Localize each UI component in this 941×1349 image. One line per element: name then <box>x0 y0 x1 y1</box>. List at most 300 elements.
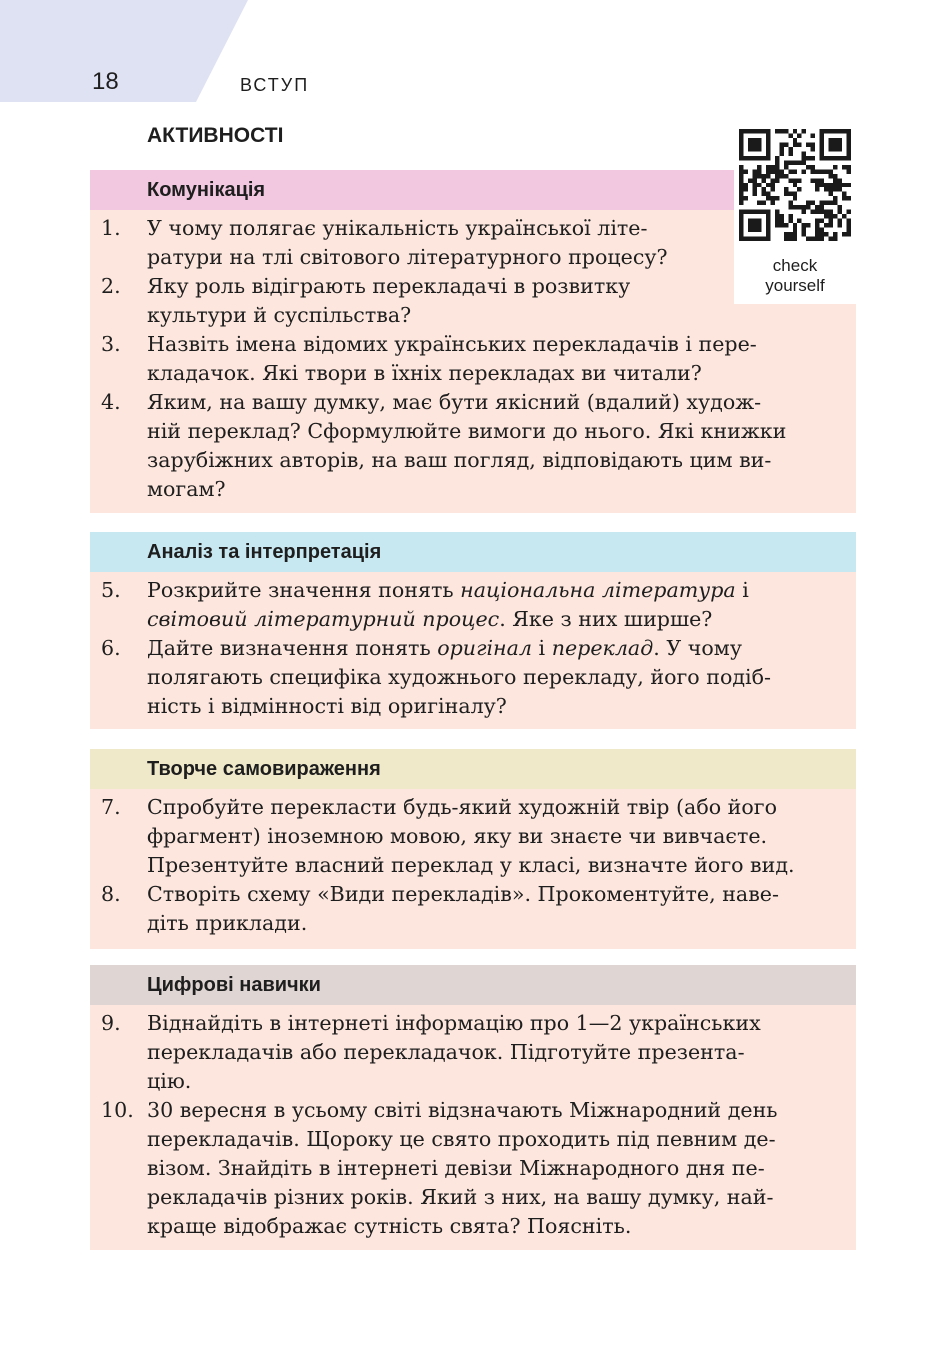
qr-module <box>797 187 801 191</box>
qr-module <box>829 174 833 178</box>
qr-module <box>793 192 797 196</box>
qr-module <box>757 165 761 169</box>
question-line: полягають специфіка художнього перекладу, його подіб- <box>147 665 771 689</box>
qr-module <box>757 219 761 223</box>
qr-module <box>833 156 837 160</box>
qr-module <box>743 187 747 191</box>
qr-caption-line: check <box>772 256 818 275</box>
block-title: Цифрові навички <box>147 973 321 996</box>
qr-module <box>770 201 774 205</box>
page-number: 18 <box>92 68 119 95</box>
qr-module <box>766 147 770 151</box>
qr-module <box>775 178 779 182</box>
qr-module <box>752 142 756 146</box>
term: національна література <box>460 578 736 602</box>
qr-module <box>757 201 761 205</box>
qr-module <box>752 237 756 241</box>
qr-module <box>766 228 770 232</box>
qr-module <box>748 228 752 232</box>
block-title: Комунікація <box>147 178 266 201</box>
qr-module <box>793 223 797 227</box>
qr-module <box>806 156 810 160</box>
qr-module <box>842 183 846 187</box>
qr-module <box>788 205 792 209</box>
qr-module <box>829 129 833 133</box>
qr-module <box>815 228 819 232</box>
qr-module <box>815 237 819 241</box>
qr-module <box>833 237 837 241</box>
qr-module <box>833 142 837 146</box>
qr-module <box>815 210 819 214</box>
qr-module <box>838 183 842 187</box>
qr-module <box>766 169 770 173</box>
qr-module <box>739 196 743 200</box>
question-7 <box>90 793 844 880</box>
qr-module <box>739 142 743 146</box>
qr-module <box>847 196 851 200</box>
question-line: краще відображає сутність свята? Поясніть. <box>147 1214 632 1238</box>
qr-module <box>788 160 792 164</box>
question-line: Спробуйте перекласти будь-який художній твір (або його <box>147 795 777 819</box>
qr-module <box>797 178 801 182</box>
qr-module <box>824 129 828 133</box>
qr-module <box>739 192 743 196</box>
qr-module <box>842 232 846 236</box>
question-5 <box>90 576 844 634</box>
page-corner-tab <box>0 0 248 102</box>
qr-module <box>793 237 797 241</box>
qr-module <box>788 151 792 155</box>
qr-module <box>779 174 783 178</box>
qr-code-icon[interactable] <box>739 129 851 241</box>
qr-module <box>779 129 783 133</box>
qr-module <box>842 165 846 169</box>
qr-module <box>761 174 765 178</box>
qr-module <box>757 169 761 173</box>
question-10 <box>90 1096 844 1241</box>
qr-module <box>743 156 747 160</box>
running-header: ВСТУП <box>240 75 310 95</box>
qr-module <box>833 232 837 236</box>
qr-module <box>770 165 774 169</box>
qr-caption <box>734 256 856 296</box>
question-line: рекладачів різних років. Який з них, на вашу думку, най- <box>147 1185 774 1209</box>
qr-module <box>829 169 833 173</box>
qr-module <box>833 147 837 151</box>
qr-module <box>757 156 761 160</box>
question-line: У чому полягає унікальність української літе- <box>147 216 648 240</box>
question-line <box>147 576 844 605</box>
qr-module <box>784 223 788 227</box>
question-line: ній переклад? Сформулюйте вимоги до нього. Які книжки <box>147 419 787 443</box>
qr-module <box>815 187 819 191</box>
qr-module <box>829 183 833 187</box>
question-number: 9. <box>101 1011 121 1035</box>
qr-code-box[interactable] <box>734 124 856 304</box>
qr-module <box>766 210 770 214</box>
qr-module <box>847 138 851 142</box>
qr-module <box>811 165 815 169</box>
qr-module <box>806 142 810 146</box>
qr-module <box>775 223 779 227</box>
qr-module <box>775 156 779 160</box>
qr-module <box>833 201 837 205</box>
qr-module <box>847 156 851 160</box>
qr-module <box>847 223 851 227</box>
qr-module <box>824 214 828 218</box>
qr-module <box>838 178 842 182</box>
term: переклад <box>551 636 654 660</box>
question-2 <box>90 272 844 330</box>
qr-module <box>752 183 756 187</box>
qr-module <box>788 133 792 137</box>
qr-module <box>766 129 770 133</box>
question-line: ратури на тлі світового літературного процесу? <box>147 245 668 269</box>
qr-module <box>847 210 851 214</box>
qr-module <box>802 160 806 164</box>
question-line: Назвіть імена відомих українських перекладачів і пере- <box>147 332 757 356</box>
qr-module <box>748 142 752 146</box>
qr-module <box>829 214 833 218</box>
qr-module <box>752 169 756 173</box>
qr-module <box>806 165 810 169</box>
block-body <box>90 1005 856 1241</box>
qr-module <box>838 142 842 146</box>
qr-module <box>829 138 833 142</box>
qr-module <box>766 192 770 196</box>
qr-module <box>739 183 743 187</box>
qr-module <box>820 156 824 160</box>
activity-block-creative <box>90 749 856 949</box>
qr-module <box>797 160 801 164</box>
qr-module <box>842 214 846 218</box>
qr-module <box>788 214 792 218</box>
qr-module <box>766 151 770 155</box>
qr-module <box>761 192 765 196</box>
qr-module <box>829 142 833 146</box>
qr-caption-line: yourself <box>765 276 825 295</box>
qr-module <box>847 183 851 187</box>
qr-module <box>739 138 743 142</box>
qr-module <box>752 174 756 178</box>
qr-module <box>793 160 797 164</box>
question-line: Яку роль відіграють перекладачі в розвитку <box>147 274 631 298</box>
qr-module <box>829 156 833 160</box>
qr-module <box>802 151 806 155</box>
qr-module <box>815 223 819 227</box>
qr-module <box>829 147 833 151</box>
question-number: 4. <box>101 390 121 414</box>
question-1 <box>90 214 844 272</box>
qr-module <box>842 192 846 196</box>
qr-module <box>748 237 752 241</box>
qr-module <box>815 183 819 187</box>
qr-module <box>743 210 747 214</box>
qr-module <box>779 223 783 227</box>
qr-module <box>743 129 747 133</box>
qr-module <box>779 142 783 146</box>
qr-module <box>784 160 788 164</box>
qr-module <box>829 201 833 205</box>
qr-module <box>811 147 815 151</box>
qr-module <box>784 237 788 241</box>
question-line: перекладачів або перекладачок. Підготуйте презента- <box>147 1040 745 1064</box>
qr-module <box>806 205 810 209</box>
qr-module <box>752 192 756 196</box>
question-number: 2. <box>101 274 121 298</box>
qr-module <box>775 160 779 164</box>
qr-module <box>748 156 752 160</box>
question-line <box>147 605 844 634</box>
question-4 <box>90 388 844 504</box>
qr-module <box>820 183 824 187</box>
qr-module <box>833 178 837 182</box>
qr-module <box>752 228 756 232</box>
qr-module <box>820 138 824 142</box>
qr-module <box>847 142 851 146</box>
qr-module <box>743 196 747 200</box>
question-number: 8. <box>101 882 121 906</box>
qr-module <box>743 237 747 241</box>
qr-module <box>815 169 819 173</box>
qr-module <box>739 156 743 160</box>
question-number: 10. <box>101 1098 134 1122</box>
qr-module <box>829 219 833 223</box>
qr-module <box>824 169 828 173</box>
qr-module <box>838 147 842 151</box>
qr-module <box>833 196 837 200</box>
block-header-digital <box>90 965 856 1005</box>
qr-module <box>788 219 792 223</box>
qr-module <box>739 214 743 218</box>
qr-module <box>847 151 851 155</box>
qr-module <box>820 147 824 151</box>
qr-module <box>838 138 842 142</box>
qr-module <box>761 210 765 214</box>
qr-module <box>748 138 752 142</box>
qr-module <box>838 187 842 191</box>
qr-module <box>748 129 752 133</box>
qr-module <box>797 142 801 146</box>
page-title: АКТИВНОСТІ <box>147 124 284 147</box>
question-line: ність і відмінності від оригіналу? <box>147 694 507 718</box>
qr-module <box>833 129 837 133</box>
qr-module <box>752 138 756 142</box>
qr-module <box>797 133 801 137</box>
qr-module <box>766 237 770 241</box>
qr-module <box>761 156 765 160</box>
qr-module <box>761 237 765 241</box>
qr-module <box>761 201 765 205</box>
qr-module <box>793 232 797 236</box>
qr-module <box>802 232 806 236</box>
qr-module <box>766 219 770 223</box>
qr-module <box>757 129 761 133</box>
qr-module <box>820 178 824 182</box>
qr-module <box>793 142 797 146</box>
qr-module <box>752 156 756 160</box>
qr-module <box>793 228 797 232</box>
qr-module <box>829 192 833 196</box>
qr-module <box>739 133 743 137</box>
question-line: зарубіжних авторів, на ваш погляд, відповідають цим ви- <box>147 448 772 472</box>
qr-module <box>739 174 743 178</box>
question-9 <box>90 1009 844 1096</box>
qr-module <box>829 237 833 241</box>
qr-module <box>793 205 797 209</box>
qr-module <box>766 214 770 218</box>
qr-module <box>775 129 779 133</box>
qr-module <box>779 151 783 155</box>
activity-block-analysis <box>90 532 856 729</box>
qr-module <box>802 169 806 173</box>
qr-module <box>829 187 833 191</box>
qr-module <box>815 232 819 236</box>
qr-module <box>761 129 765 133</box>
qr-module <box>811 201 815 205</box>
qr-module <box>820 232 824 236</box>
qr-module <box>793 169 797 173</box>
qr-module <box>739 210 743 214</box>
qr-module <box>739 165 743 169</box>
qr-module <box>824 156 828 160</box>
qr-module <box>833 165 837 169</box>
qr-module <box>838 129 842 133</box>
qr-module <box>820 237 824 241</box>
qr-module <box>770 187 774 191</box>
question-line: перекладачів. Щороку це свято проходить під певним де- <box>147 1127 776 1151</box>
qr-module <box>847 228 851 232</box>
qr-module <box>770 196 774 200</box>
qr-module <box>820 142 824 146</box>
qr-module <box>806 237 810 241</box>
block-header-analysis <box>90 532 856 572</box>
qr-module <box>748 223 752 227</box>
qr-module <box>811 237 815 241</box>
question-line: Презентуйте власний переклад у класі, визначте його вид. <box>147 853 795 877</box>
qr-module <box>802 129 806 133</box>
qr-module <box>739 223 743 227</box>
qr-module <box>806 201 810 205</box>
qr-module <box>847 165 851 169</box>
qr-module <box>811 133 815 137</box>
text: . У чому <box>653 636 742 660</box>
qr-module <box>829 223 833 227</box>
qr-module <box>793 178 797 182</box>
qr-module <box>748 147 752 151</box>
qr-module <box>766 138 770 142</box>
qr-module <box>757 210 761 214</box>
question-line: фрагмент) іноземною мовою, яку ви знаєте чи вивчаєте. <box>147 824 768 848</box>
qr-module <box>838 205 842 209</box>
qr-module <box>788 232 792 236</box>
qr-module <box>757 138 761 142</box>
qr-module <box>739 178 743 182</box>
qr-module <box>752 223 756 227</box>
qr-module <box>739 219 743 223</box>
qr-module <box>815 219 819 223</box>
qr-module <box>739 237 743 241</box>
qr-module <box>757 174 761 178</box>
qr-module <box>842 129 846 133</box>
qr-module <box>811 142 815 146</box>
qr-module <box>784 232 788 236</box>
question-line: діть приклади. <box>147 911 308 935</box>
qr-module <box>752 187 756 191</box>
qr-module <box>820 133 824 137</box>
qr-module <box>775 210 779 214</box>
question-line <box>147 634 844 663</box>
qr-module <box>770 178 774 182</box>
qr-module <box>752 129 756 133</box>
qr-module <box>788 169 792 173</box>
qr-module <box>757 228 761 232</box>
qr-module <box>766 133 770 137</box>
question-line: кладачок. Які твори в їхніх перекладах ви читали? <box>147 361 702 385</box>
qr-module <box>766 174 770 178</box>
question-line: Віднайдіть в інтернеті інформацію про 1—2 українських <box>147 1011 761 1035</box>
qr-module <box>775 219 779 223</box>
qr-module <box>784 129 788 133</box>
qr-module <box>847 129 851 133</box>
qr-module <box>788 237 792 241</box>
qr-module <box>806 223 810 227</box>
qr-module <box>802 156 806 160</box>
qr-module <box>820 219 824 223</box>
qr-module <box>766 165 770 169</box>
qr-module <box>820 129 824 133</box>
qr-module <box>743 169 747 173</box>
qr-module <box>820 205 824 209</box>
qr-module <box>838 156 842 160</box>
qr-module <box>820 151 824 155</box>
question-number: 3. <box>101 332 121 356</box>
qr-module <box>824 210 828 214</box>
block-header-creative <box>90 749 856 789</box>
qr-module <box>838 210 842 214</box>
block-title: Аналіз та інтерпретація <box>147 540 382 563</box>
qr-module <box>766 196 770 200</box>
text: Дайте визначення понять <box>147 636 438 660</box>
qr-module <box>775 165 779 169</box>
qr-module <box>833 138 837 142</box>
qr-module <box>788 201 792 205</box>
question-8 <box>90 880 844 938</box>
qr-module <box>824 223 828 227</box>
activity-block-digital <box>90 965 856 1250</box>
qr-module <box>761 187 765 191</box>
qr-module <box>802 210 806 214</box>
qr-module <box>847 169 851 173</box>
qr-module <box>779 219 783 223</box>
qr-module <box>775 169 779 173</box>
text: і <box>532 636 552 660</box>
qr-module <box>766 142 770 146</box>
qr-module <box>739 228 743 232</box>
qr-module <box>748 219 752 223</box>
qr-module <box>748 210 752 214</box>
qr-module <box>752 219 756 223</box>
text: Розкрийте значення понять <box>147 578 461 602</box>
qr-module <box>748 178 752 182</box>
qr-module <box>779 147 783 151</box>
qr-module <box>829 210 833 214</box>
question-line: візом. Знайдіть в інтернеті девізи Міжнародного дня пе- <box>147 1156 765 1180</box>
block-body <box>90 572 856 721</box>
qr-module <box>847 219 851 223</box>
qr-module <box>802 223 806 227</box>
qr-module <box>779 214 783 218</box>
